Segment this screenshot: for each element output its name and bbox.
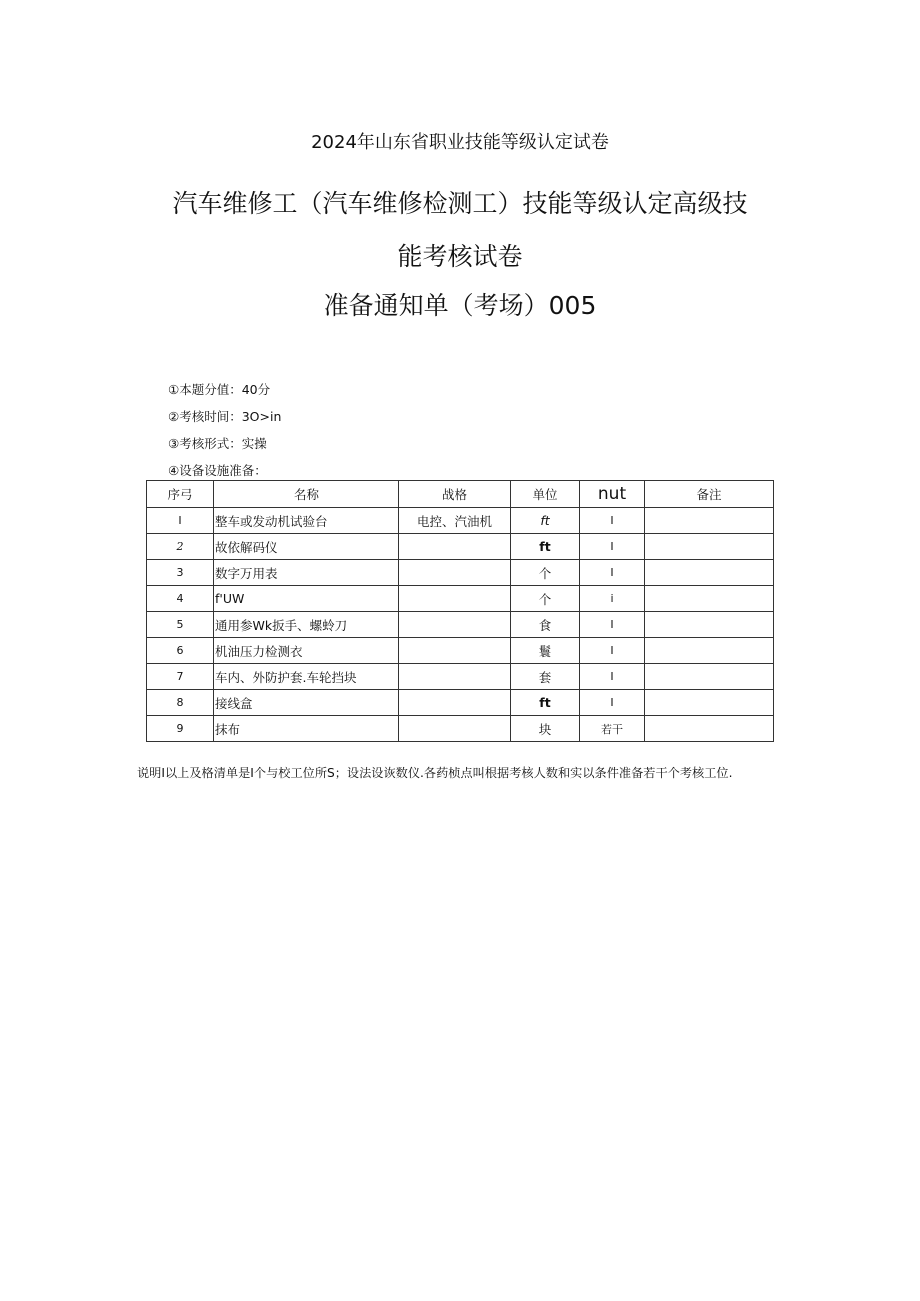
cell-unit: 套 [511,664,580,690]
cell-name: 故依解码仪 [214,534,399,560]
main-title-line-2: 能考核试卷 [397,242,523,271]
cell-unit: 块 [511,716,580,742]
cell-note [645,586,774,612]
info-form: ③考核形式：实操 [168,436,267,451]
cell-note [645,508,774,534]
table-row [147,690,774,716]
cell-note [645,612,774,638]
cell-spec [399,690,511,716]
cell-no: 6 [147,638,214,664]
table-header-row [147,481,774,508]
cell-unit: 个 [511,560,580,586]
cell-unit: ft [511,508,580,534]
cell-name: 车内、外防护套.车轮挡块 [214,664,399,690]
footnote: 说明I以上及格清单是I个与校工位所S；设法设诙数仪.各药桢点叫根据考核人数和实以条件准备若干个考核工位. [137,766,733,780]
cell-no: 4 [147,586,214,612]
table-row [147,716,774,742]
header-note: 备注 [645,481,774,508]
info-score: ①本题分值：40分 [168,382,271,397]
cell-no: 9 [147,716,214,742]
table-row [147,612,774,638]
info-time: ②考核时间：3O>in [168,409,282,424]
table-row [147,664,774,690]
cell-note [645,690,774,716]
cell-no: 2 [147,534,214,560]
main-title-line-3: 准备通知单（考场）005 [323,291,597,320]
cell-unit: 食 [511,612,580,638]
cell-name: 机油压力检测衣 [214,638,399,664]
cell-no: 7 [147,664,214,690]
cell-note [645,560,774,586]
cell-name: f'UW [214,586,399,612]
cell-qty: I [580,534,645,560]
cell-unit: 个 [511,586,580,612]
cell-spec [399,716,511,742]
table-row [147,534,774,560]
cell-qty: I [580,508,645,534]
cell-note [645,716,774,742]
exam-title: 2024年山东省职业技能等级认定试卷 [311,132,609,153]
cell-qty: i [580,586,645,612]
cell-qty: I [580,638,645,664]
cell-note [645,638,774,664]
cell-unit: 鬟 [511,638,580,664]
cell-note [645,534,774,560]
header-spec: 战格 [399,481,511,508]
cell-unit: ft [511,690,580,716]
equipment-table [146,480,774,742]
cell-note [645,664,774,690]
cell-name: 抹布 [214,716,399,742]
header-no: 序弓 [147,481,214,508]
cell-name: 通用参Wk扳手、螺蛉刀 [214,612,399,638]
cell-qty: I [580,612,645,638]
cell-qty: I [580,690,645,716]
cell-spec [399,586,511,612]
info-equipment: ④设备设施准备： [168,463,267,478]
cell-no: 8 [147,690,214,716]
cell-qty: I [580,664,645,690]
cell-unit: ft [511,534,580,560]
table-row [147,508,774,534]
cell-spec [399,560,511,586]
cell-no: 5 [147,612,214,638]
header-unit: 单位 [511,481,580,508]
table-row [147,638,774,664]
header-qty: nut [580,481,645,508]
cell-qty: 若干 [580,716,645,742]
cell-qty: I [580,560,645,586]
cell-name: 整车或发动机试验台 [214,508,399,534]
table-row [147,560,774,586]
cell-no: I [147,508,214,534]
cell-name: 接线盒 [214,690,399,716]
table-row [147,586,774,612]
cell-spec [399,534,511,560]
main-title-line-1: 汽车维修工（汽车维修检测工）技能等级认定高级技 [172,189,748,218]
cell-spec: 电控、汽油机 [399,508,511,534]
cell-spec [399,664,511,690]
cell-spec [399,638,511,664]
header-name: 名称 [214,481,399,508]
cell-name: 数字万用表 [214,560,399,586]
cell-spec [399,612,511,638]
cell-no: 3 [147,560,214,586]
